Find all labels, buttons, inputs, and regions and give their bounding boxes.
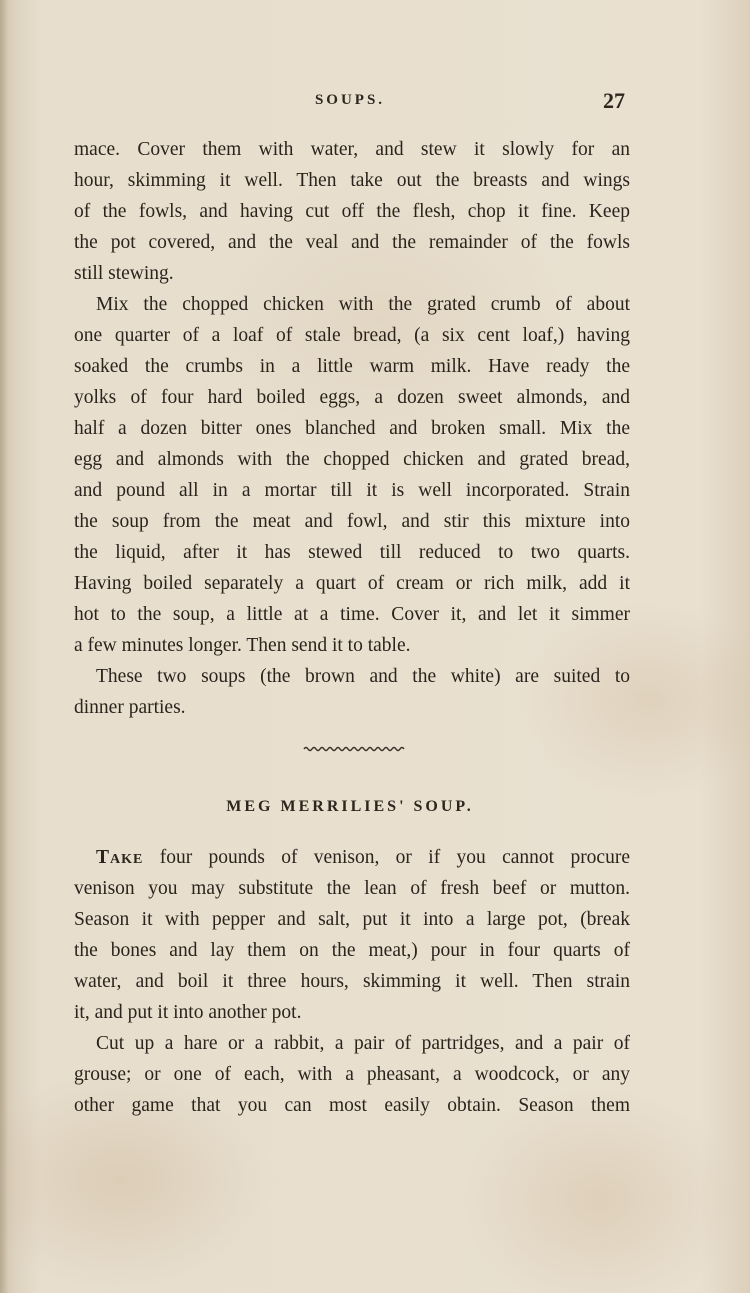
page-gutter-shadow — [0, 0, 8, 1293]
text-line: hot to the soup, a little at a time. Cover it, and let it simmer — [74, 604, 630, 625]
text-line: the soup from the meat and fowl, and stir this mixture into — [74, 511, 630, 532]
text-line: hour, skimming it well. Then take out the breasts and wings — [74, 170, 630, 191]
page-header — [0, 88, 750, 118]
text-line: still stewing. — [74, 263, 174, 284]
text-line: a few minutes longer. Then send it to table. — [74, 635, 411, 656]
text-line: venison you may substitute the lean of fresh beef or mutton. — [74, 878, 630, 899]
text-line: egg and almonds with the chopped chicken and grated bread, — [74, 449, 630, 470]
text-line: soaked the crumbs in a little warm milk. Have ready the — [74, 356, 630, 377]
text-block-top — [74, 134, 630, 723]
text-line: the pot covered, and the veal and the remainder of the fowls — [74, 232, 630, 253]
text-line: These two soups (the brown and the white) are suited to — [96, 666, 630, 687]
section-title: MEG MERRILIES' SOUP. — [226, 798, 474, 815]
text-block-bottom — [74, 842, 630, 1121]
text-line: Season it with pepper and salt, put it into a large pot, (break — [74, 909, 630, 930]
page-number: 27 — [603, 88, 625, 113]
text-line: of the fowls, and having cut off the flesh, chop it fine. Keep — [74, 201, 630, 222]
text-line-with-drop-word — [74, 842, 630, 873]
text-line: Having boiled separately a quart of cream or rich milk, add it — [74, 573, 630, 594]
text-line: one quarter of a loaf of stale bread, (a six cent loaf,) having — [74, 325, 630, 346]
text-line: Cut up a hare or a rabbit, a pair of partridges, and a pair of — [96, 1033, 630, 1054]
text-line: Mix the chopped chicken with the grated crumb of about — [96, 294, 630, 315]
text-line: other game that you can most easily obtain. Season them — [74, 1095, 630, 1116]
text-line: half a dozen bitter ones blanched and broken small. Mix the — [74, 418, 630, 439]
text-line: water, and boil it three hours, skimming it well. Then strain — [74, 971, 630, 992]
section-divider-ornament — [303, 745, 405, 753]
text-line: dinner parties. — [74, 697, 186, 718]
text-line: grouse; or one of each, with a pheasant, a woodcock, or any — [74, 1064, 630, 1085]
text-line: the bones and lay them on the meat,) pour in four quarts of — [74, 940, 630, 961]
text-line: the liquid, after it has stewed till reduced to two quarts. — [74, 542, 630, 563]
text-line: and pound all in a mortar till it is well incorporated. Strain — [74, 480, 630, 501]
text-line: yolks of four hard boiled eggs, a dozen sweet almonds, and — [74, 387, 630, 408]
running-head: SOUPS. — [314, 92, 386, 108]
text-line: mace. Cover them with water, and stew it slowly for an — [74, 139, 630, 160]
text-line-rest: four pounds of venison, or if you cannot procure — [143, 847, 630, 868]
first-word: Take — [96, 847, 144, 868]
text-line: it, and put it into another pot. — [74, 1002, 302, 1023]
